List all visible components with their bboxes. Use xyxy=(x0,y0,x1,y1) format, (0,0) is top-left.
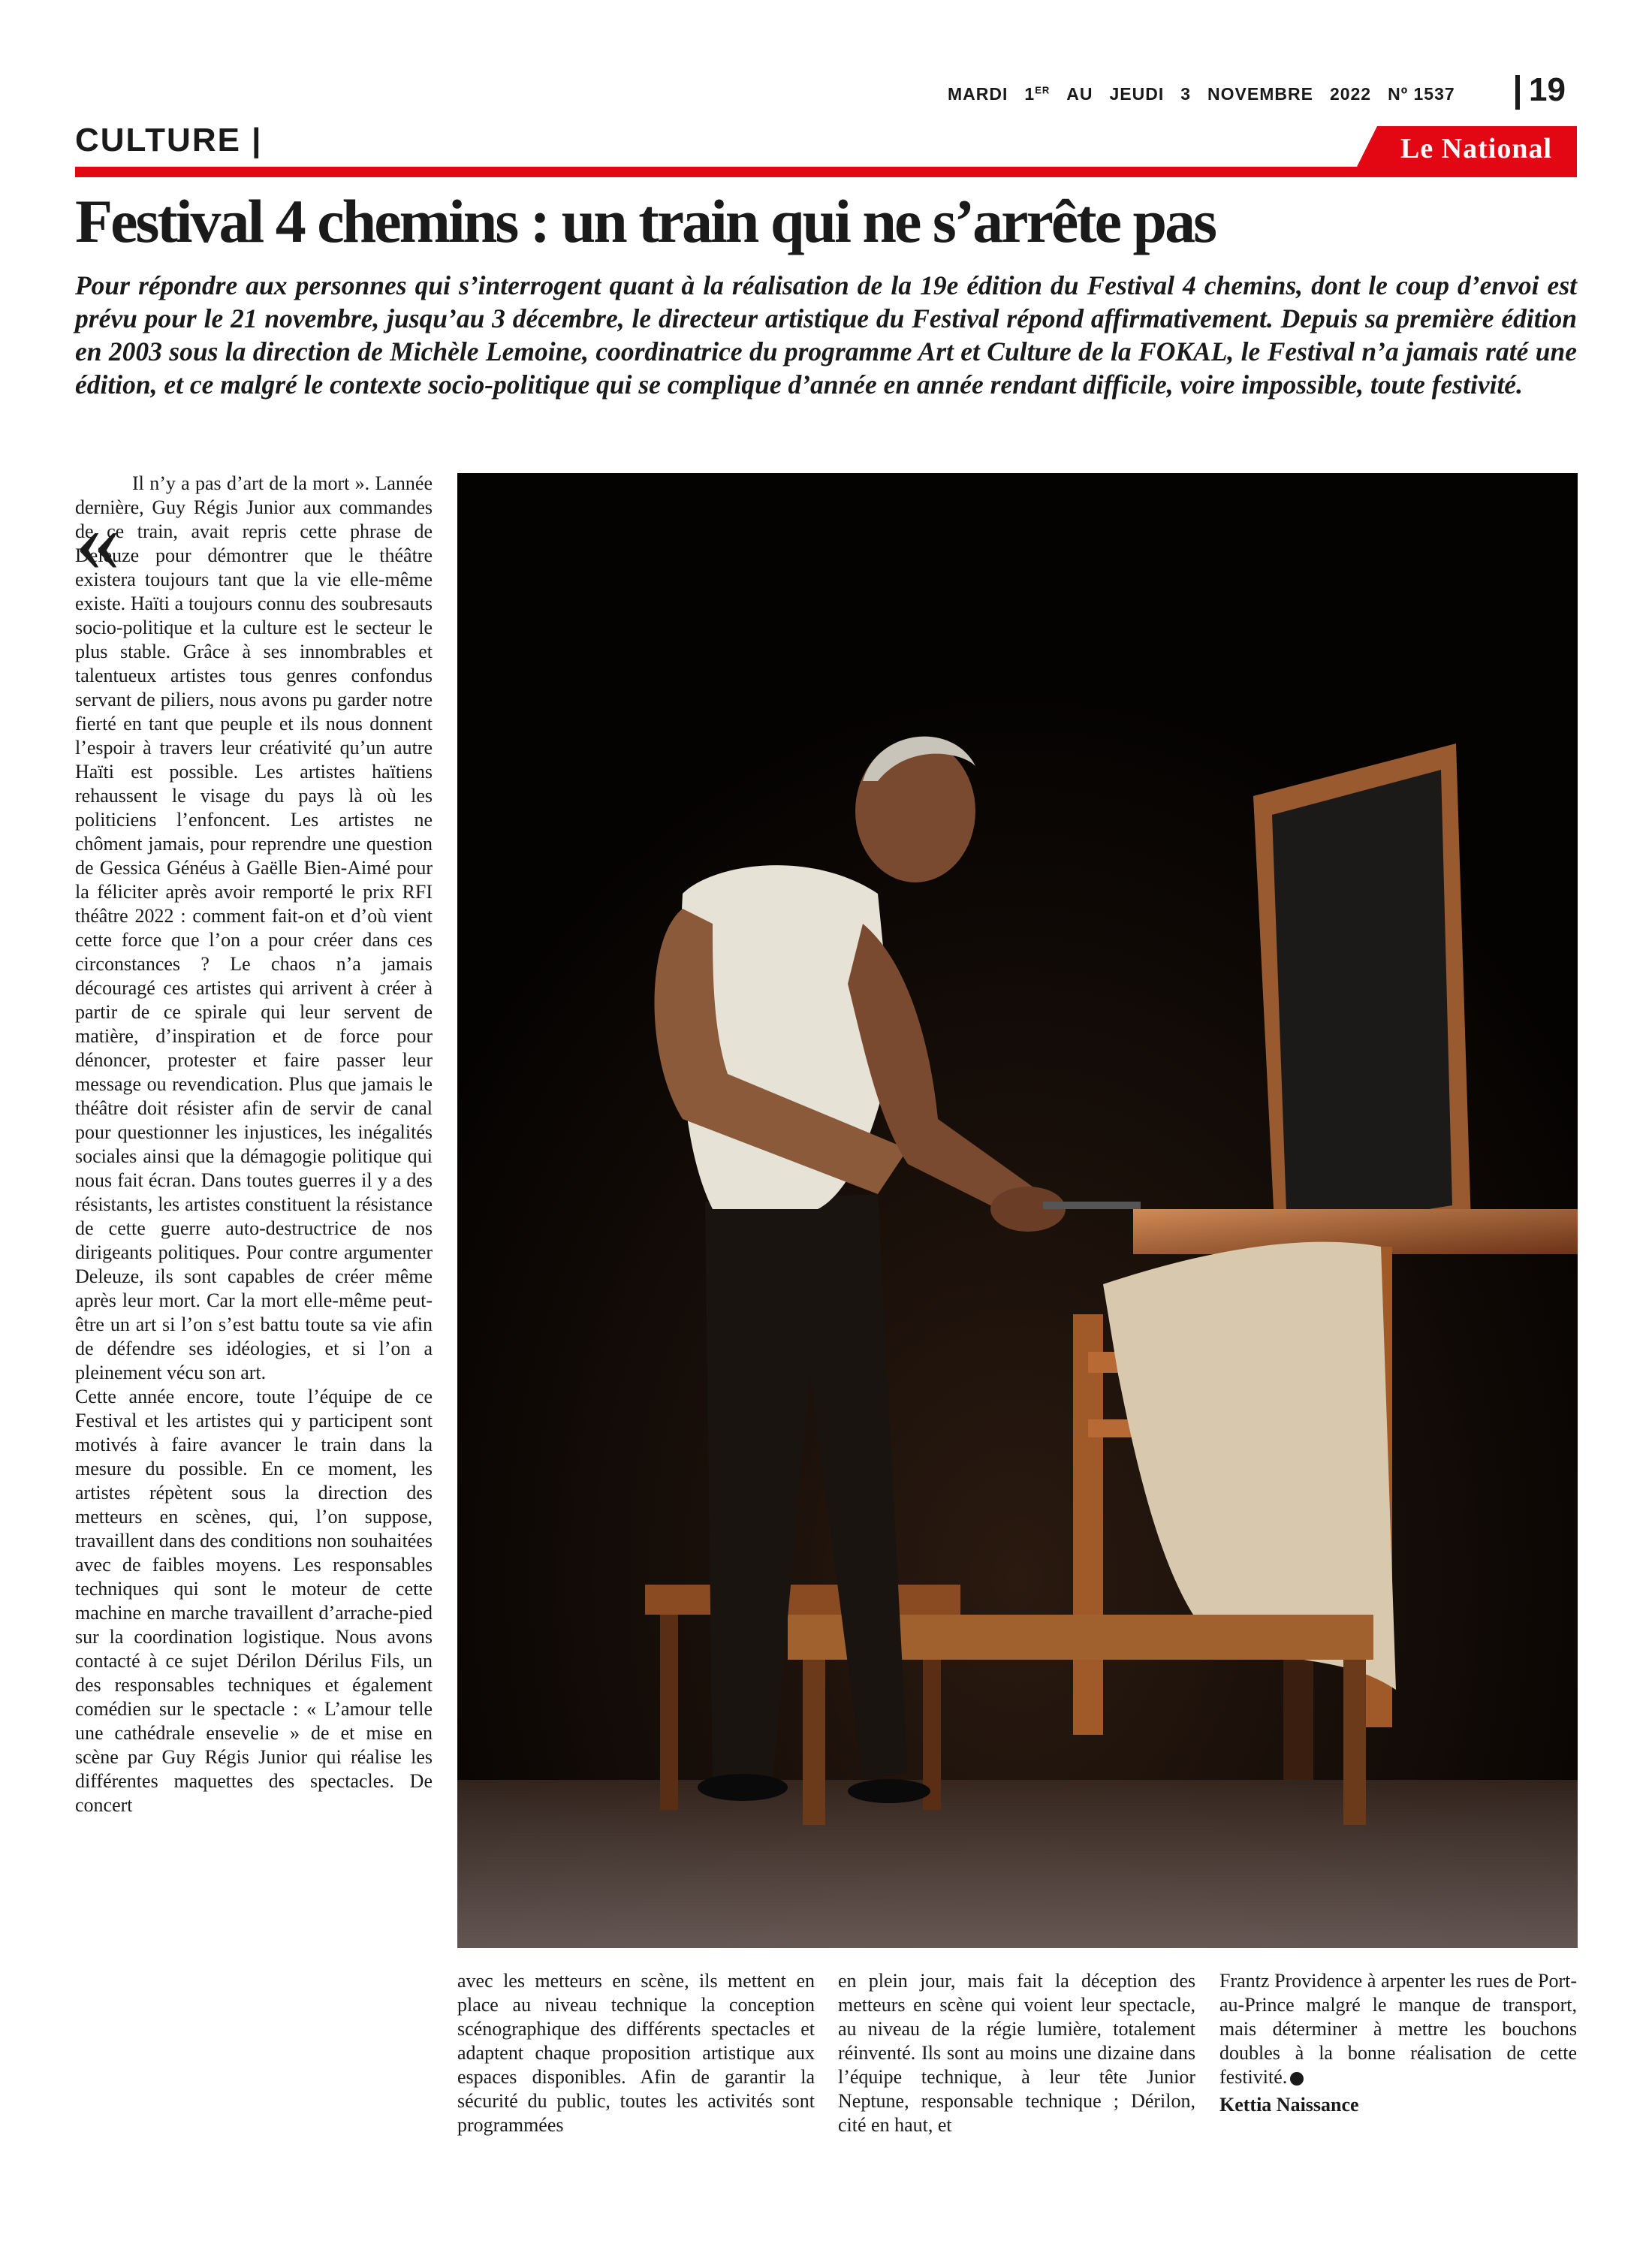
page-number: 19 xyxy=(1529,71,1566,108)
dateline-month: NOVEMBRE xyxy=(1207,84,1313,104)
article-photo xyxy=(457,473,1578,1948)
dateline-day1: MARDI xyxy=(948,84,1008,104)
paragraph-1: Il n’y a pas d’art de la mort ». Lannée dernière, Guy Régis Junior aux commandes de ce train, avait repris cette phrase de Deleuze pour démontrer que le théâtre existera toujours tant que la vie elle-même existe. Haïti a toujours connu des soubresauts socio-politique et la culture est le secteur le plus stable. Grâce à ses innombrables et talentueux artistes tous genres confondus servant de piliers, nous avons pu garder notre fierté en tant que peuple et ils nous donnent l’espoir à travers leur créativité qu’un autre Haïti est possible. Les artistes haïtiens rehaussent le visage du pays là où les politiciens l’enfoncent. Les artistes ne chôment jamais, pour reprendre une question de Gessica Généus à Gaëlle Bien-Aimé pour la féliciter après avoir remporté le prix RFI théâtre 2022 : comment fait-on et d’où vient cette force que l’on a pour créer dans ces circonstances ? Le chaos n’a jamais découragé ces artistes qui arrivent à créer à partir de ce spirale qui leur servent de matière, d’inspiration et de force pour dénoncer, protester et faire passer leur message ou revendication. Plus que jamais le théâtre doit résister afin de servir de canal pour questionner les injustices, les inégalités sociales ainsi que la démagogie politique qui nous fait écran. Dans toutes guerres il y a des résistants, les artistes constituent la résistance de cette guerre auto-destructrice de nos dirigeants politiques. Pour contre argumenter Deleuze, ils sont capables de créer même après leur mort. Car la mort elle-même peut-être un art si l’on s’est battu toute sa vie afin de défendre ses idéologies, et si l’on a pleinement vécu son art. xyxy=(75,472,433,1383)
byline: Kettia Naissance xyxy=(1219,2094,1359,2116)
brand-name: Le National xyxy=(1400,133,1553,164)
dateline-au: AU xyxy=(1066,84,1093,104)
column-4-text: Frantz Providence à arpenter les rues de Port-au-Prince malgré le manque de transport, mais déterminer à mettre les bouchons doubles à la bonne réalisation de cette festivité. xyxy=(1219,1970,1577,2088)
article-column-3: en plein jour, mais fait la déception des metteurs en scène qui voient leur spectacle, au niveau de la régie lumière, totalement réinventé. Ils sont au moins une dizaine dans l’équipe technique, à leur tête Junior Neptune, responsable technique ; Dérilon, cité en haut, et xyxy=(838,1970,1195,2136)
issue-number: Nº 1537 xyxy=(1388,84,1455,104)
paragraph-2: Cette année encore, toute l’équipe de ce Festival et les artistes qui y participent sont motivés à faire avancer le train dans la mesure du possible. En ce moment, les artistes répètent sous la direction des metteurs en scènes, qui, l’on suppose, travaillent dans des conditions non souhaitées avec de faibles moyens. Les responsables techniques qui sont le moteur de cette machine en marche travaillent d’arrache-pied sur la coordination logistique. Nous avons contacté à ce sujet Dérilon Dérilus Fils, un des responsables techniques et également comédien sur le spectacle : « L’amour telle une cathédrale ensevelie » de et mise en scène par Guy Régis Junior qui réalise les différentes maquettes des spectacles. De concert xyxy=(75,1386,433,1816)
article-lead: Pour répondre aux personnes qui s’interrogent quant à la réalisation de la 19e édition du Festival 4 chemins, dont le coup d’envoi est prévu pour le 21 novembre, jusqu’au 3 décembre, le directeur artistique du Festival répond affirmativement. Depuis sa première édition en 2003 sous la direction de Michèle Lemoine, coordinatrice du programme Art et Culture de la FOKAL, le Festival n’a jamais raté une édition, et ce malgré le contexte socio-politique qui se complique d’année en année rendant difficile, voire impossible, toute festivité. xyxy=(75,270,1577,400)
article-headline: Festival 4 chemins : un train qui ne s’arrête pas xyxy=(75,187,1215,255)
dateline xyxy=(948,84,1472,104)
article-column-1 xyxy=(75,472,433,1817)
stage-photo-illustration xyxy=(457,473,1578,1948)
dateline-year: 2022 xyxy=(1329,84,1372,104)
page-number-divider xyxy=(1515,75,1520,110)
article-column-4 xyxy=(1219,1969,1577,2089)
article-column-2: avec les metteurs en scène, ils mettent en place au niveau technique la conception scénographique des différents spectacles et adaptent chaque proposition artistique aux espaces disponibles. Afin de garantir la sécurité du public, toutes les activités sont programmées xyxy=(457,1970,815,2136)
end-of-article-mark xyxy=(1290,2072,1304,2086)
dateline-date2: 3 xyxy=(1180,84,1192,104)
section-label: CULTURE | xyxy=(75,122,263,158)
dateline-day2: JEUDI xyxy=(1109,84,1165,104)
section-rule xyxy=(75,167,1577,177)
drop-quote-mark: « xyxy=(75,490,120,590)
dateline-date1: 1ER xyxy=(1024,84,1051,104)
